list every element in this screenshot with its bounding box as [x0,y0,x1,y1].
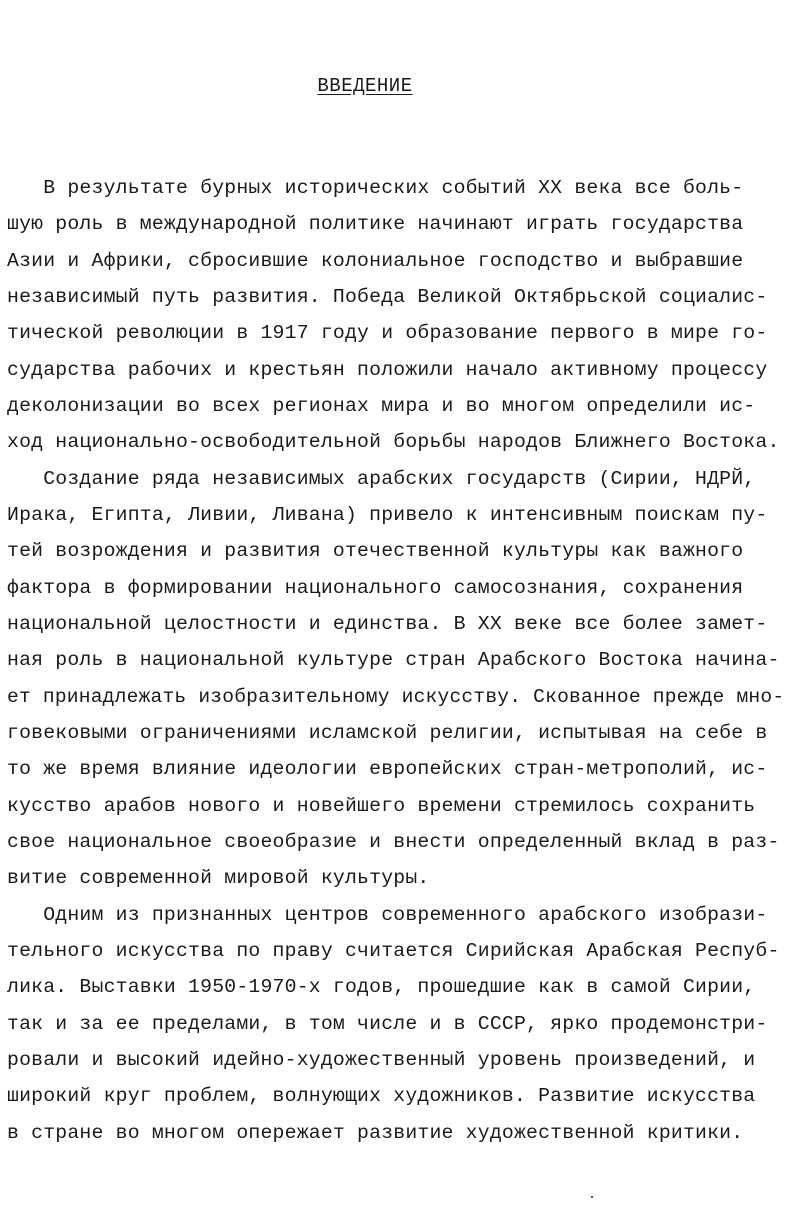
text-line: фактора в формировании национального самосознания, сохранения [7,577,744,599]
text-line: В результате бурных исторических событий XX века все боль- [7,177,744,199]
text-line: тельного искусства по праву считается Сирийская Арабская Респуб- [7,940,780,962]
text-line: ровали и высокий идейно-художественный уровень произведений, и [7,1049,756,1071]
text-line: независимый путь развития. Победа Великой Октябрьской социалис- [7,286,768,308]
text-line: Одним из признанных центров современного арабского изобрази- [7,904,768,926]
text-line: свое национальное своеобразие и внести определенный вклад в раз- [7,831,780,853]
text-line: Азии и Африки, сбросившие колониальное господство и выбравшие [7,250,744,272]
text-line: широкий круг проблем, волнующих художников. Развитие искусства [7,1085,756,1107]
text-line: ная роль в национальной культуре стран Арабского Востока начина- [7,649,780,671]
text-line: тической революции в 1917 году и образование первого в мире го- [7,322,768,344]
text-line: деколонизации во всех регионах мира и во многом определили ис- [7,395,756,417]
text-line: лика. Выставки 1950-1970-х годов, прошедшие как в самой Сирии, [7,976,756,998]
page-title: ВВЕДЕНИЕ [317,75,413,97]
text-line: в стране во многом опережает развитие художественной критики. [7,1122,744,1144]
text-line: Ирака, Египта, Ливии, Ливана) привело к интенсивным поискам пу- [7,504,768,526]
text-line: ход национально-освободительной борьбы народов Ближнего Востока. [7,431,780,453]
text-line: говековыми ограничениями исламской религии, испытывая на себе в [7,722,768,744]
text-line: Создание ряда независимых арабских государств (Сирии, НДРЙ, [7,468,756,490]
text-line: тей возрождения и развития отечественной культуры как важного [7,540,744,562]
text-line: сударства рабочих и крестьян положили начало активному процессу [7,359,768,381]
text-line: то же время влияние идеологии европейских стран-метрополий, ис- [7,758,768,780]
text-line: национальной целостности и единства. В XX веке все более замет- [7,613,768,635]
text-line: так и за ее пределами, в том числе и в СССР, ярко продемонстри- [7,1013,768,1035]
text-line: кусство арабов нового и новейшего времени стремилось сохранить [7,795,756,817]
text-line: шую роль в международной политике начинают играть государства [7,213,744,235]
text-line: ет принадлежать изобразительному искусству. Скованное прежде мно- [7,686,785,708]
text-line: витие современной мировой культуры. [7,867,430,889]
scan-speck [591,1196,593,1198]
